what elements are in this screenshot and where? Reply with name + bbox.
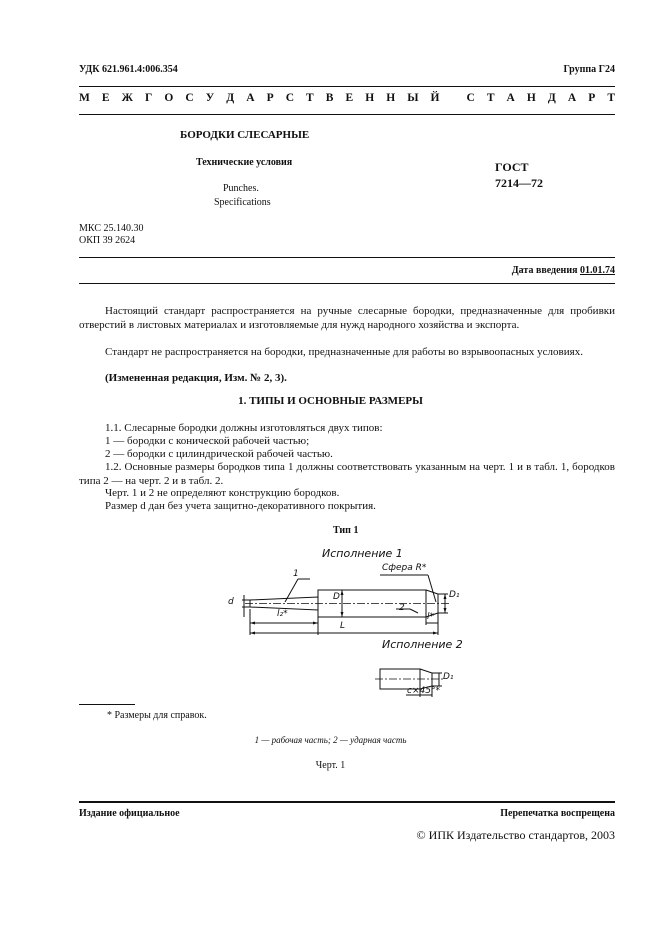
intro-date-value: 01.01.74 [580,265,615,276]
interstate-standard-banner [79,92,615,108]
chamfer-dim-label: c×45°* [407,686,440,696]
footer-rule [79,801,615,803]
sphere-label: Сфера R* [382,563,427,573]
okp-code: ОКП 39 2624 [79,235,136,246]
banner-letter: О [164,92,174,104]
banner-letter: М [79,92,90,104]
banner-letter: А [246,92,255,104]
interstate-standard-letters [79,92,615,104]
gost-number: 7214—72 [495,176,543,190]
dim-D-label: D [333,592,340,602]
mks-code: МКС 25.140.30 [79,223,144,234]
title-rule [79,257,615,258]
banner-letter: Т [306,92,314,104]
paragraph-scope: Настоящий стандарт распространяется на ручные слесарные бородки, предназначенные для пробивки отверстий в листовых материалах и изготовляемые для нужд народного хозяйства и экспорта. [79,305,615,331]
clause-1-2-size-d: Размер d дан без учета защитно-декоративного покрытия. [105,500,376,512]
copyright: © ИПК Издательство стандартов, 2003 [416,828,615,842]
dim-D1-label: D₁ [449,590,460,600]
variant-1-label: Исполнение 1 [322,547,403,560]
banner-letter: Д [547,92,556,104]
variant-2-label: Исполнение 2 [382,638,463,651]
group-code: Группа Г24 [563,64,615,75]
banner-letter: Р [266,92,274,104]
banner-letter [452,92,455,104]
document-title: БОРОДКИ СЛЕСАРНЫЕ [180,129,310,141]
clause-1-2-note: Черт. 1 и 2 не определяют конструкцию бородков. [105,487,340,499]
banner-letter: А [567,92,577,104]
part-2-label: 2 [399,603,405,613]
header-rule-bottom [79,114,615,115]
banner-letter: Ж [121,92,133,104]
intro-date-label: Дата введения [511,265,578,276]
banner-letter: Е [101,92,110,104]
figure-legend: 1 — рабочая часть; 2 — ударная часть [254,735,407,745]
banner-letter: Р [588,92,596,104]
section-1-title: 1. ТИПЫ И ОСНОВНЫЕ РАЗМЕРЫ [238,395,423,407]
clause-1-2: 1.2. Основные размеры бородков типа 1 должны соответствовать указанным на черт. 1 и в табл. 1, бородков типа 2 — на черт. 2 и в табл. 2. [79,461,615,487]
official-edition: Издание официальное [79,808,180,819]
footnote: * Размеры для справок. [107,710,207,721]
dim-l2-label: l₂* [277,609,288,619]
document-subtitle: Технические условия [196,157,293,168]
paragraph-exclusion: Стандарт не распространяется на бородки, предназначенные для работы во взрывоопасных условиях. [105,346,583,358]
english-title-line1: Punches. [223,183,259,194]
intro-date [512,265,615,276]
dim-L-label: L [340,621,346,631]
date-rule [79,283,615,284]
part-1-label: 1 [293,569,299,579]
banner-letter: У [205,92,215,104]
banner-letter: С [466,92,475,104]
banner-letter: С [285,92,294,104]
amendment-note: (Измененная редакция, Изм. № 2, 3). [105,372,287,384]
gost-label: ГОСТ [495,160,529,174]
banner-letter: Г [145,92,153,104]
clause-1-1-type1: 1 — бородки с конической рабочей частью; [105,435,310,447]
banner-letter: Н [365,92,375,104]
banner-letter: С [185,92,194,104]
banner-letter: Ы [407,92,419,104]
banner-letter: Е [345,92,354,104]
variant-2-dim-D1: D₁ [443,672,454,682]
figure-caption: Черт. 1 [315,760,346,771]
banner-letter: Й [430,92,440,104]
udk-code: УДК 621.961.4:006.354 [79,64,178,75]
banner-letter: Н [526,92,536,104]
english-title-line2: Specifications [214,197,271,208]
reprint-prohibited: Перепечатка воспрещена [500,808,615,819]
clause-1-1-type2: 2 — бородки с цилиндрической рабочей частью. [105,448,333,460]
dim-d-label: d [228,597,234,607]
header-rule-top [79,86,615,87]
banner-letter: Т [607,92,615,104]
banner-letter: А [506,92,515,104]
clause-1-1: 1.1. Слесарные бородки должны изготовляться двух типов: [105,422,383,434]
banner-letter: Н [386,92,396,104]
dim-l-label: l* [427,612,435,622]
figure-type-label: Тип 1 [333,525,359,536]
banner-letter: Т [486,92,495,104]
banner-letter: Д [226,92,235,104]
footnote-rule [79,704,135,705]
banner-letter: В [325,92,334,104]
